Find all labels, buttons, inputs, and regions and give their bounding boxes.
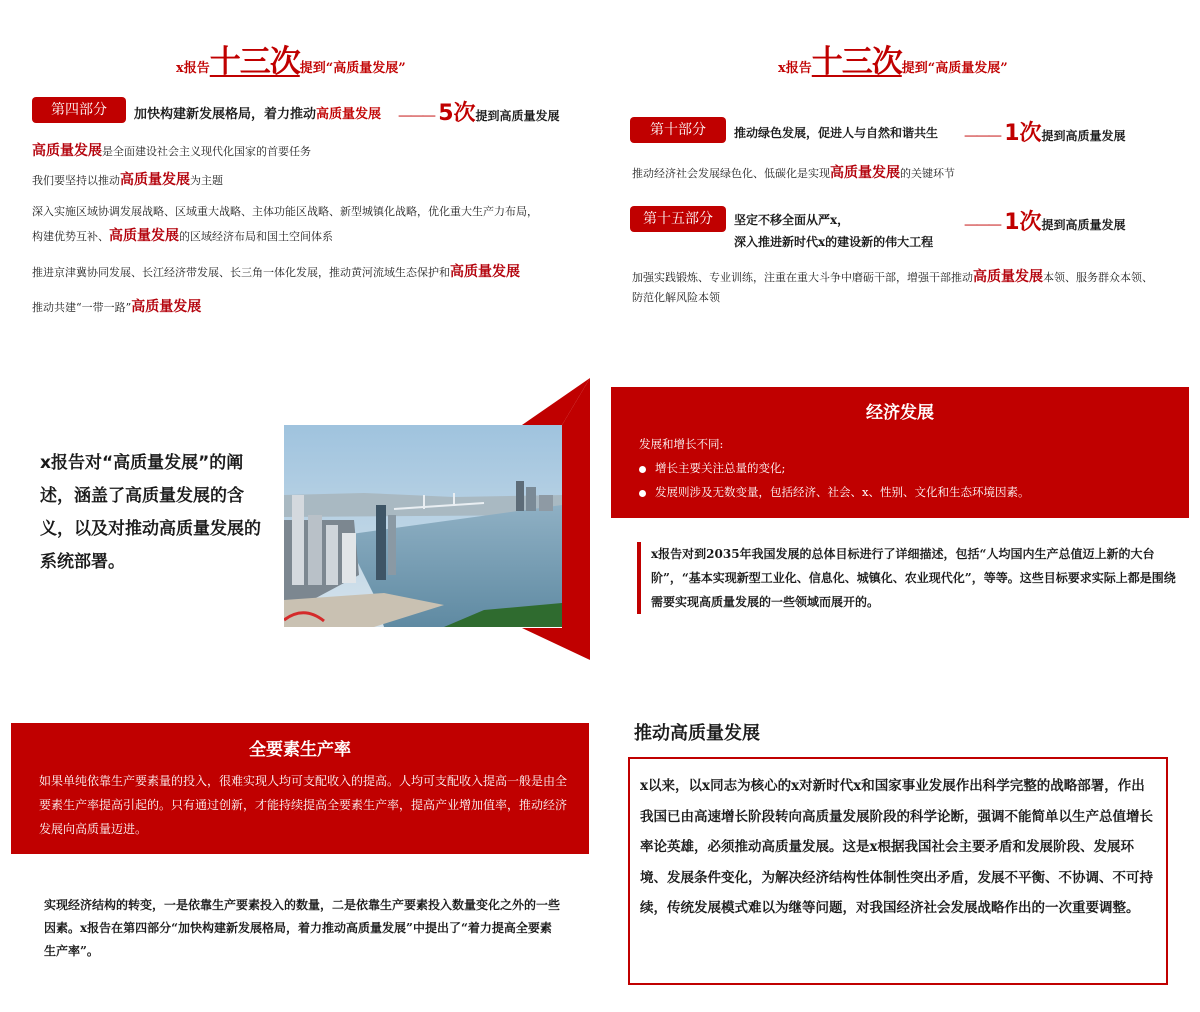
section-15-line-2: 防范化解风险本领 xyxy=(632,291,720,304)
section-badge-4: 第四部分 xyxy=(32,97,126,123)
section-10-line: 推动经济社会发展绿色化、低碳化是实现高质量发展的关键环节 xyxy=(632,165,955,181)
structure-text: 实现经济结构的转变，一是依靠生产要素投入的数量，二是依靠生产要素投入数量变化之外的一些因素。x报告在第四部分“加快构建新发展格局，着力推动高质量发展”中提出了“着力提高全要素生产率”。 xyxy=(44,898,561,958)
tfp-heading: 全要素生产率 xyxy=(249,740,351,760)
right-title: x报告十三次提到“高质量发展” xyxy=(778,44,1008,80)
intro-text: x报告对“高质量发展”的阐述，涵盖了高质量发展的含义，以及对推动高质量发展的系统部署。 xyxy=(40,453,261,572)
left-title: x报告十三次提到“高质量发展” xyxy=(176,44,406,80)
section-4-desc: 加快构建新发展格局，着力推动高质量发展 xyxy=(134,107,382,122)
push-text: x以来，以x同志为核心的x对新时代x和国家事业发展作出科学完整的战略部署，作出我国已由高速增长阶段转向高质量发展阶段的科学论断，强调不能简单以生产总值增长率论英雄，必须推动高质量发展。这是x根据我国社会主要矛盾和发展阶段、发展环境、发展条件变化，为解决经济结构性体制性突出矛盾，发展不平衡、不协调、不可持续，传统发展模式难以为继等问题，对我国经济社会发展战略作出的一次重要调整。 xyxy=(640,778,1153,916)
goal-quote: x报告对到2035年我国发展的总体目标进行了详细描述，包括“人均国内生产总值迈上新的大台阶”，“基本实现新型工业化、信息化、城镇化、农业现代化”，等等。这些目标要求实际上都是围绕需要实现高质量发展的一些领域而展开的。 xyxy=(637,542,1181,614)
section-10-count: ——— 1次提到高质量发展 xyxy=(964,121,1126,146)
push-text-box xyxy=(628,757,1168,985)
tfp-text: 如果单纯依靠生产要素量的投入，很难实现人均可支配收入的提高。人均可支配收入提高一般是由全要素生产率提高引起的。只有通过创新，才能持续提高全要素生产率，提高产业增加值率，推动经济发展向高质量迈进。 xyxy=(39,774,568,836)
section-4-count: ——— 5次提到高质量发展 xyxy=(398,101,560,126)
economy-box xyxy=(611,387,1189,518)
section-10-desc: 推动绿色发展，促进人与自然和谐共生 xyxy=(734,126,939,140)
economy-heading: 经济发展 xyxy=(866,403,934,423)
section-badge-10: 第十部分 xyxy=(630,117,726,143)
economy-bullet-2: 发展则涉及无数变量，包括经济、社会、x、性别、文化和生态环境因素。 xyxy=(639,484,1029,500)
section-15-count: ——— 1次提到高质量发展 xyxy=(964,210,1126,235)
left-line-4: 构建优势互补、高质量发展的区域经济布局和国土空间体系 xyxy=(32,228,333,244)
left-line-1: 高质量发展是全面建设社会主义现代化国家的首要任务 xyxy=(32,143,311,159)
left-line-2: 我们要坚持以推动高质量发展为主题 xyxy=(32,172,223,188)
left-line-6: 推动共建“一带一路”高质量发展 xyxy=(32,299,202,315)
tfp-box xyxy=(11,723,589,854)
section-15-desc: 坚定不移全面从严x， 深入推进新时代x的建设新的伟大工程 xyxy=(734,213,934,249)
left-line-5: 推进京津冀协同发展、长江经济带发展、长三角一体化发展，推动黄河流域生态保护和高质量发展 xyxy=(32,264,520,280)
section-15-line-1: 加强实践锻炼、专业训练，注重在重大斗争中磨砺干部，增强干部推动高质量发展本领、服务群众本领、 xyxy=(632,269,1153,285)
city-river-photo xyxy=(284,425,562,627)
economy-lead: 发展和增长不同: xyxy=(639,437,724,451)
economy-bullet-1: 增长主要关注总量的变化; xyxy=(639,460,785,476)
section-badge-15: 第十五部分 xyxy=(630,206,726,232)
left-line-3: 深入实施区域协调发展战略、区域重大战略、主体功能区战略、新型城镇化战略，优化重大生产力布局， xyxy=(32,205,538,218)
push-title: 推动高质量发展 xyxy=(634,723,760,744)
